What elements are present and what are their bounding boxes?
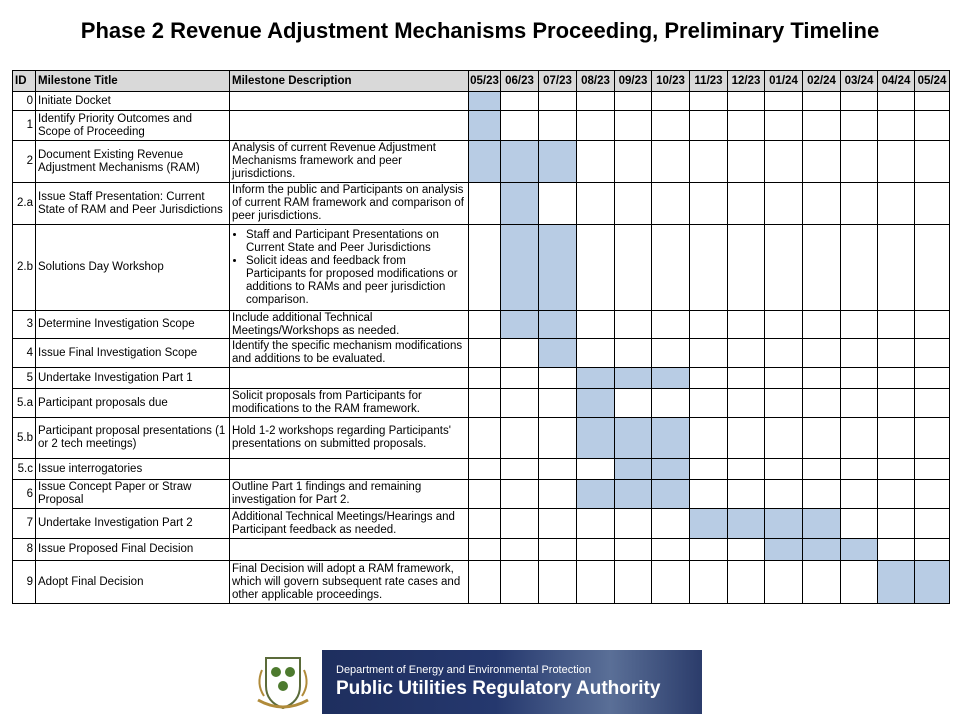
- timeline-cell: [469, 183, 501, 225]
- timeline-cell: [690, 561, 728, 604]
- header-month: 09/23: [615, 71, 652, 92]
- timeline-cell: [878, 368, 915, 389]
- milestone-description: [230, 225, 469, 311]
- timeline-cell: [765, 183, 803, 225]
- timeline-cell: [728, 339, 765, 368]
- timeline-cell: [469, 480, 501, 509]
- timeline-cell: [841, 141, 878, 183]
- timeline-cell: [915, 368, 950, 389]
- header-month: 01/24: [765, 71, 803, 92]
- timeline-active-cell: [539, 339, 577, 368]
- timeline-active-cell: [615, 368, 652, 389]
- timeline-cell: [539, 509, 577, 539]
- timeline-cell: [615, 311, 652, 339]
- timeline-cell: [577, 111, 615, 141]
- timeline-cell: [469, 459, 501, 480]
- milestone-id: 1: [13, 111, 36, 141]
- timeline-cell: [501, 509, 539, 539]
- timeline-cell: [728, 539, 765, 561]
- timeline-active-cell: [841, 539, 878, 561]
- timeline-cell: [728, 111, 765, 141]
- timeline-cell: [501, 539, 539, 561]
- timeline-cell: [915, 459, 950, 480]
- milestone-id: 6: [13, 480, 36, 509]
- timeline-cell: [765, 561, 803, 604]
- milestone-id: 5: [13, 368, 36, 389]
- table-row: [13, 561, 950, 604]
- timeline-cell: [841, 111, 878, 141]
- milestone-title: Document Existing Revenue Adjustment Mechanisms (RAM): [36, 141, 230, 183]
- header-month: 12/23: [728, 71, 765, 92]
- table-row: [13, 389, 950, 418]
- table-row: [13, 480, 950, 509]
- timeline-cell: [878, 539, 915, 561]
- milestone-id: 7: [13, 509, 36, 539]
- timeline-cell: [652, 389, 690, 418]
- timeline-cell: [728, 418, 765, 459]
- timeline-cell: [539, 92, 577, 111]
- milestone-id: 5.c: [13, 459, 36, 480]
- milestone-title: Adopt Final Decision: [36, 561, 230, 604]
- timeline-cell: [728, 311, 765, 339]
- milestone-id: 3: [13, 311, 36, 339]
- timeline-cell: [728, 368, 765, 389]
- timeline-cell: [652, 539, 690, 561]
- timeline-active-cell: [803, 539, 841, 561]
- timeline-active-cell: [652, 418, 690, 459]
- timeline-cell: [765, 225, 803, 311]
- timeline-cell: [841, 389, 878, 418]
- timeline-cell: [915, 418, 950, 459]
- timeline-cell: [539, 480, 577, 509]
- milestone-id: 5.a: [13, 389, 36, 418]
- header-milestone-description: Milestone Description: [230, 71, 469, 92]
- timeline-active-cell: [878, 561, 915, 604]
- header-month: 11/23: [690, 71, 728, 92]
- timeline-cell: [803, 111, 841, 141]
- timeline-cell: [915, 539, 950, 561]
- timeline-cell: [615, 141, 652, 183]
- table-row: [13, 141, 950, 183]
- timeline-active-cell: [469, 92, 501, 111]
- timeline-active-cell: [615, 459, 652, 480]
- milestone-description: Solicit proposals from Participants for modifications to the RAM framework.: [230, 389, 469, 418]
- milestone-description: Hold 1-2 workshops regarding Participants' presentations on submitted proposals.: [230, 418, 469, 459]
- timeline-cell: [915, 389, 950, 418]
- timeline-cell: [539, 183, 577, 225]
- header-month: 08/23: [577, 71, 615, 92]
- timeline-cell: [765, 92, 803, 111]
- milestone-description: Include additional Technical Meetings/Workshops as needed.: [230, 311, 469, 339]
- timeline-cell: [652, 111, 690, 141]
- header-milestone-title: Milestone Title: [36, 71, 230, 92]
- milestone-description: [230, 368, 469, 389]
- department-name: Department of Energy and Environmental Protection: [336, 664, 591, 676]
- timeline-cell: [728, 183, 765, 225]
- milestone-title: Identify Priority Outcomes and Scope of Proceeding: [36, 111, 230, 141]
- timeline-cell: [915, 311, 950, 339]
- timeline-active-cell: [469, 111, 501, 141]
- milestone-title: Determine Investigation Scope: [36, 311, 230, 339]
- page-title: Phase 2 Revenue Adjustment Mechanisms Proceeding, Preliminary Timeline: [80, 18, 880, 43]
- timeline-cell: [577, 225, 615, 311]
- timeline-active-cell: [915, 561, 950, 604]
- milestone-title: Issue Final Investigation Scope: [36, 339, 230, 368]
- timeline-active-cell: [765, 509, 803, 539]
- timeline-active-cell: [652, 459, 690, 480]
- timeline-cell: [915, 92, 950, 111]
- timeline-cell: [577, 339, 615, 368]
- timeline-cell: [765, 339, 803, 368]
- timeline-cell: [539, 561, 577, 604]
- timeline-active-cell: [539, 225, 577, 311]
- timeline-cell: [690, 225, 728, 311]
- timeline-cell: [539, 539, 577, 561]
- milestone-id: 8: [13, 539, 36, 561]
- header-month: 05/24: [915, 71, 950, 92]
- timeline-cell: [690, 311, 728, 339]
- timeline-cell: [690, 368, 728, 389]
- timeline-cell: [539, 368, 577, 389]
- header-month: 04/24: [878, 71, 915, 92]
- timeline-cell: [915, 509, 950, 539]
- timeline-cell: [690, 92, 728, 111]
- timeline-cell: [469, 509, 501, 539]
- timeline-cell: [803, 389, 841, 418]
- timeline-cell: [501, 111, 539, 141]
- timeline-cell: [765, 418, 803, 459]
- timeline-cell: [690, 183, 728, 225]
- timeline-cell: [878, 92, 915, 111]
- timeline-cell: [501, 418, 539, 459]
- timeline-active-cell: [577, 368, 615, 389]
- milestone-id: 2.a: [13, 183, 36, 225]
- milestone-description: Analysis of current Revenue Adjustment Mechanisms framework and peer jurisdictions.: [230, 141, 469, 183]
- header-month: 03/24: [841, 71, 878, 92]
- header-month: 10/23: [652, 71, 690, 92]
- timeline-cell: [878, 480, 915, 509]
- timeline-cell: [841, 418, 878, 459]
- timeline-cell: [690, 389, 728, 418]
- timeline-cell: [878, 509, 915, 539]
- timeline-cell: [915, 183, 950, 225]
- milestone-description: Final Decision will adopt a RAM framework, which will govern subsequent rate cases and other applicable proceedings.: [230, 561, 469, 604]
- timeline-cell: [803, 92, 841, 111]
- timeline-cell: [501, 339, 539, 368]
- description-bullet: • Staff and Participant Presentations on Current State and Peer Jurisdictions: [246, 229, 466, 255]
- timeline-cell: [690, 141, 728, 183]
- timeline-cell: [878, 111, 915, 141]
- timeline-cell: [539, 111, 577, 141]
- timeline-active-cell: [501, 311, 539, 339]
- timeline-cell: [501, 389, 539, 418]
- timeline-cell: [728, 459, 765, 480]
- table-row: [13, 111, 950, 141]
- timeline-cell: [728, 141, 765, 183]
- timeline-cell: [878, 418, 915, 459]
- timeline-cell: [690, 480, 728, 509]
- timeline-cell: [728, 389, 765, 418]
- timeline-cell: [539, 459, 577, 480]
- timeline-cell: [652, 561, 690, 604]
- timeline-table: [12, 70, 950, 604]
- table-row: [13, 92, 950, 111]
- timeline-cell: [615, 539, 652, 561]
- timeline-cell: [652, 311, 690, 339]
- timeline-cell: [803, 459, 841, 480]
- timeline-cell: [469, 225, 501, 311]
- timeline-cell: [501, 368, 539, 389]
- timeline-cell: [803, 141, 841, 183]
- timeline-cell: [803, 339, 841, 368]
- milestone-title: Participant proposal presentations (1 or 2 tech meetings): [36, 418, 230, 459]
- timeline-cell: [841, 311, 878, 339]
- timeline-active-cell: [803, 509, 841, 539]
- timeline-cell: [577, 509, 615, 539]
- timeline-cell: [577, 183, 615, 225]
- timeline-cell: [915, 480, 950, 509]
- table-row: [13, 368, 950, 389]
- timeline-active-cell: [539, 141, 577, 183]
- table-row: [13, 509, 950, 539]
- milestone-title: Undertake Investigation Part 2: [36, 509, 230, 539]
- timeline-cell: [878, 183, 915, 225]
- header-month: 05/23: [469, 71, 501, 92]
- timeline-cell: [728, 561, 765, 604]
- milestone-title: Issue Concept Paper or Straw Proposal: [36, 480, 230, 509]
- milestone-description: [230, 539, 469, 561]
- milestone-title: Solutions Day Workshop: [36, 225, 230, 311]
- milestone-id: 2: [13, 141, 36, 183]
- timeline-active-cell: [577, 418, 615, 459]
- timeline-cell: [690, 339, 728, 368]
- timeline-cell: [878, 459, 915, 480]
- timeline-cell: [469, 368, 501, 389]
- timeline-active-cell: [615, 480, 652, 509]
- timeline-cell: [690, 418, 728, 459]
- timeline-cell: [878, 225, 915, 311]
- timeline-cell: [577, 311, 615, 339]
- milestone-id: 0: [13, 92, 36, 111]
- milestone-description: [230, 92, 469, 111]
- timeline-cell: [652, 509, 690, 539]
- timeline-cell: [803, 480, 841, 509]
- milestone-description: [230, 111, 469, 141]
- timeline-cell: [469, 561, 501, 604]
- description-bullet-list: [232, 229, 466, 307]
- milestone-title: Undertake Investigation Part 1: [36, 368, 230, 389]
- pura-banner: [244, 650, 702, 714]
- table-row: [13, 539, 950, 561]
- timeline-active-cell: [652, 480, 690, 509]
- timeline-cell: [577, 539, 615, 561]
- timeline-cell: [539, 389, 577, 418]
- table-row: [13, 459, 950, 480]
- timeline-cell: [615, 183, 652, 225]
- timeline-cell: [469, 339, 501, 368]
- timeline-cell: [915, 225, 950, 311]
- timeline-cell: [803, 311, 841, 339]
- milestone-title: Issue interrogatories: [36, 459, 230, 480]
- timeline-cell: [841, 92, 878, 111]
- timeline-active-cell: [501, 141, 539, 183]
- timeline-cell: [577, 92, 615, 111]
- timeline-active-cell: [615, 418, 652, 459]
- timeline-cell: [841, 459, 878, 480]
- table-header-row: [13, 71, 950, 92]
- timeline-cell: [690, 539, 728, 561]
- timeline-cell: [841, 509, 878, 539]
- timeline-cell: [615, 92, 652, 111]
- timeline-cell: [615, 389, 652, 418]
- timeline-cell: [841, 480, 878, 509]
- timeline-cell: [577, 561, 615, 604]
- timeline-cell: [615, 339, 652, 368]
- milestone-id: 4: [13, 339, 36, 368]
- timeline-cell: [841, 339, 878, 368]
- milestone-description: Inform the public and Participants on analysis of current RAM framework and comparison of peer jurisdictions.: [230, 183, 469, 225]
- timeline-cell: [878, 311, 915, 339]
- timeline-cell: [803, 561, 841, 604]
- timeline-cell: [501, 561, 539, 604]
- timeline-cell: [841, 183, 878, 225]
- timeline-cell: [915, 111, 950, 141]
- timeline-cell: [765, 141, 803, 183]
- timeline-cell: [501, 480, 539, 509]
- timeline-cell: [915, 141, 950, 183]
- timeline-cell: [878, 141, 915, 183]
- timeline-cell: [469, 311, 501, 339]
- timeline-cell: [615, 225, 652, 311]
- timeline-cell: [915, 339, 950, 368]
- timeline-cell: [615, 509, 652, 539]
- timeline-cell: [469, 418, 501, 459]
- timeline-active-cell: [728, 509, 765, 539]
- timeline-active-cell: [501, 183, 539, 225]
- timeline-active-cell: [577, 480, 615, 509]
- timeline-cell: [765, 389, 803, 418]
- timeline-cell: [652, 225, 690, 311]
- milestone-id: 2.b: [13, 225, 36, 311]
- timeline-cell: [690, 459, 728, 480]
- timeline-active-cell: [690, 509, 728, 539]
- timeline-body: [13, 92, 950, 604]
- milestone-id: 5.b: [13, 418, 36, 459]
- table-row: [13, 339, 950, 368]
- milestone-title: Participant proposals due: [36, 389, 230, 418]
- timeline-cell: [690, 111, 728, 141]
- state-seal-logo: [244, 650, 322, 714]
- timeline-cell: [728, 225, 765, 311]
- milestone-description: Identify the specific mechanism modifications and additions to be evaluated.: [230, 339, 469, 368]
- milestone-id: 9: [13, 561, 36, 604]
- timeline-cell: [577, 141, 615, 183]
- timeline-cell: [841, 225, 878, 311]
- timeline-active-cell: [539, 311, 577, 339]
- authority-name: Public Utilities Regulatory Authority: [336, 678, 661, 699]
- timeline-cell: [469, 539, 501, 561]
- timeline-cell: [728, 480, 765, 509]
- table-row: [13, 183, 950, 225]
- timeline-cell: [577, 459, 615, 480]
- timeline-cell: [841, 561, 878, 604]
- timeline-active-cell: [469, 141, 501, 183]
- timeline-cell: [765, 368, 803, 389]
- timeline-cell: [728, 92, 765, 111]
- timeline-cell: [469, 389, 501, 418]
- timeline-cell: [501, 92, 539, 111]
- timeline-cell: [878, 339, 915, 368]
- table-row: [13, 225, 950, 311]
- timeline-cell: [539, 418, 577, 459]
- table-row: [13, 418, 950, 459]
- table-row: [13, 311, 950, 339]
- timeline-active-cell: [652, 368, 690, 389]
- milestone-title: Issue Proposed Final Decision: [36, 539, 230, 561]
- timeline-cell: [501, 459, 539, 480]
- header-month: 02/24: [803, 71, 841, 92]
- timeline-cell: [803, 418, 841, 459]
- timeline-cell: [803, 183, 841, 225]
- timeline-cell: [652, 183, 690, 225]
- milestone-title: Issue Staff Presentation: Current State of RAM and Peer Jurisdictions: [36, 183, 230, 225]
- timeline-cell: [615, 111, 652, 141]
- header-month: 07/23: [539, 71, 577, 92]
- timeline-cell: [765, 111, 803, 141]
- milestone-description: Additional Technical Meetings/Hearings and Participant feedback as needed.: [230, 509, 469, 539]
- timeline-active-cell: [501, 225, 539, 311]
- timeline-active-cell: [765, 539, 803, 561]
- timeline-cell: [803, 225, 841, 311]
- timeline-cell: [652, 92, 690, 111]
- timeline-cell: [615, 561, 652, 604]
- timeline-cell: [765, 311, 803, 339]
- timeline-cell: [765, 459, 803, 480]
- timeline-cell: [878, 389, 915, 418]
- milestone-title: Initiate Docket: [36, 92, 230, 111]
- milestone-description: Outline Part 1 findings and remaining investigation for Part 2.: [230, 480, 469, 509]
- timeline-cell: [652, 141, 690, 183]
- timeline-cell: [841, 368, 878, 389]
- description-bullet: • Solicit ideas and feedback from Participants for proposed modifications or additions to RAMs and peer jurisdiction comparison.: [246, 255, 466, 307]
- timeline-cell: [652, 339, 690, 368]
- header-id: ID: [13, 71, 36, 92]
- timeline-active-cell: [577, 389, 615, 418]
- milestone-description: [230, 459, 469, 480]
- timeline-cell: [765, 480, 803, 509]
- header-month: 06/23: [501, 71, 539, 92]
- timeline-cell: [803, 368, 841, 389]
